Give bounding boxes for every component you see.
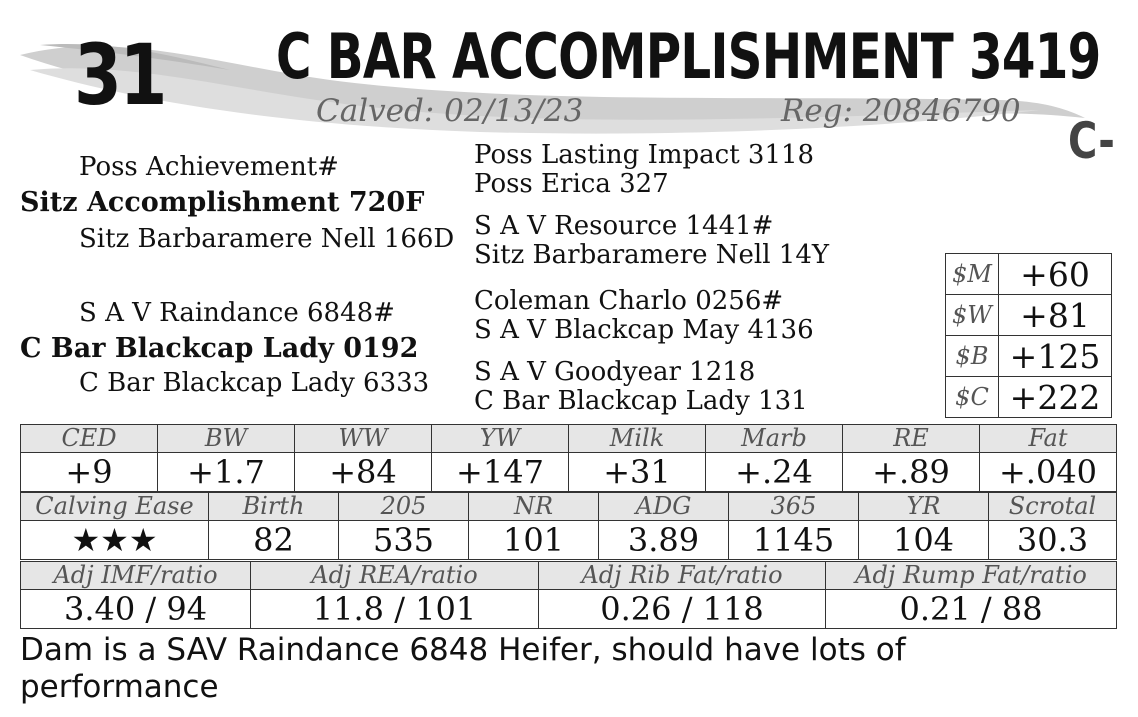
epd-value: +.89 — [843, 453, 980, 492]
epd-header: Marb — [706, 425, 843, 453]
carcass-value: 0.26 / 118 — [539, 590, 826, 629]
epd-header: WW — [295, 425, 432, 453]
epd-header: CED — [21, 425, 158, 453]
pedigree-sire-dam: Sitz Barbaramere Nell 166D — [79, 224, 455, 254]
carcass-header: Adj Rib Fat/ratio — [539, 562, 826, 590]
performance-header: NR — [469, 493, 599, 521]
lot-number: 31 — [74, 26, 165, 124]
pedigree-g6: S A V Blackcap May 4136 — [474, 315, 814, 345]
dollar-value: +222 — [999, 377, 1112, 418]
epd-value-row — [21, 453, 1117, 492]
epd-header: Milk — [569, 425, 706, 453]
carcass-header: Adj REA/ratio — [251, 562, 539, 590]
epd-value: +9 — [21, 453, 158, 492]
pedigree-sire: Sitz Accomplishment 720F — [20, 187, 425, 218]
pedigree-g5: Coleman Charlo 0256# — [474, 286, 784, 316]
performance-header: YR — [859, 493, 989, 521]
epd-header: Fat — [980, 425, 1117, 453]
pedigree-dam: C Bar Blackcap Lady 0192 — [20, 333, 419, 364]
epd-header: RE — [843, 425, 980, 453]
performance-value: 82 — [209, 521, 339, 560]
dollar-value: +125 — [999, 336, 1112, 377]
dollar-index-table — [945, 253, 1112, 418]
grade-badge: C- — [1068, 112, 1115, 170]
dollar-value: +60 — [999, 254, 1112, 295]
pedigree-g7: S A V Goodyear 1218 — [474, 357, 756, 387]
dollar-label: $B — [946, 336, 999, 377]
dollar-value: +81 — [999, 295, 1112, 336]
pedigree-dam-dam: C Bar Blackcap Lady 6333 — [79, 368, 430, 398]
carcass-value: 11.8 / 101 — [251, 590, 539, 629]
performance-value: 535 — [339, 521, 469, 560]
pedigree-sire-sire: Poss Achievement# — [79, 152, 339, 182]
calved-date: Calved: 02/13/23 — [316, 93, 584, 129]
epd-header: BW — [158, 425, 295, 453]
pedigree-g1: Poss Lasting Impact 3118 — [474, 140, 815, 170]
carcass-header: Adj Rump Fat/ratio — [826, 562, 1117, 590]
dollar-row-b — [946, 336, 1112, 377]
performance-header: 205 — [339, 493, 469, 521]
epd-header: YW — [432, 425, 569, 453]
registration-number: Reg: 20846790 — [781, 93, 1021, 129]
carcass-value-row — [21, 590, 1117, 629]
performance-header-row — [21, 493, 1117, 521]
dollar-row-w — [946, 295, 1112, 336]
epd-value: +84 — [295, 453, 432, 492]
epd-value: +1.7 — [158, 453, 295, 492]
epd-value: +31 — [569, 453, 706, 492]
dollar-label: $M — [946, 254, 999, 295]
performance-value: 3.89 — [599, 521, 729, 560]
carcass-header-row — [21, 562, 1117, 590]
animal-name: C BAR ACCOMPLISHMENT 3419 — [276, 20, 1101, 93]
performance-value: 1145 — [729, 521, 859, 560]
performance-table — [20, 492, 1117, 560]
comments-text: Dam is a SAV Raindance 6848 Heifer, should have lots of performance — [20, 632, 906, 705]
carcass-header: Adj IMF/ratio — [21, 562, 251, 590]
performance-header: ADG — [599, 493, 729, 521]
performance-value-row — [21, 521, 1117, 560]
performance-header: 365 — [729, 493, 859, 521]
dollar-label: $W — [946, 295, 999, 336]
performance-value: 104 — [859, 521, 989, 560]
dollar-row-m — [946, 254, 1112, 295]
dollar-row-c — [946, 377, 1112, 418]
performance-header: Calving Ease — [21, 493, 209, 521]
epd-value: +.040 — [980, 453, 1117, 492]
carcass-value: 0.21 / 88 — [826, 590, 1117, 629]
epd-value: +147 — [432, 453, 569, 492]
epd-table — [20, 424, 1117, 492]
pedigree-g8: C Bar Blackcap Lady 131 — [474, 386, 808, 416]
pedigree-g4: Sitz Barbaramere Nell 14Y — [474, 240, 830, 270]
pedigree-g2: Poss Erica 327 — [474, 169, 669, 199]
epd-header-row — [21, 425, 1117, 453]
performance-header: Birth — [209, 493, 339, 521]
pedigree-dam-sire: S A V Raindance 6848# — [79, 298, 395, 328]
performance-header: Scrotal — [989, 493, 1117, 521]
performance-value: 101 — [469, 521, 599, 560]
pedigree-g3: S A V Resource 1441# — [474, 211, 774, 241]
epd-value: +.24 — [706, 453, 843, 492]
carcass-value: 3.40 / 94 — [21, 590, 251, 629]
performance-value: 30.3 — [989, 521, 1117, 560]
carcass-table — [20, 561, 1117, 629]
dollar-label: $C — [946, 377, 999, 418]
calving-ease-stars: ★★★ — [21, 521, 209, 560]
